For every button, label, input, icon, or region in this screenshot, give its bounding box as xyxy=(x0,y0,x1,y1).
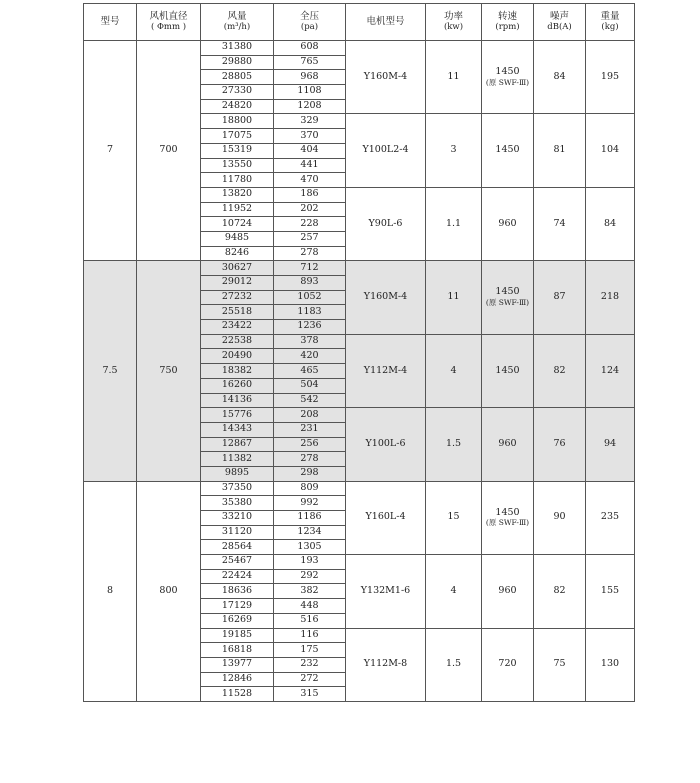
flow-cell: 17129 xyxy=(201,599,274,614)
pressure-cell: 893 xyxy=(274,276,346,291)
pressure-cell: 470 xyxy=(274,173,346,188)
weight-cell: 104 xyxy=(586,114,635,187)
speed-value: 960 xyxy=(498,584,517,596)
noise-cell: 75 xyxy=(534,628,586,701)
pressure-cell: 1108 xyxy=(274,85,346,100)
pressure-cell: 712 xyxy=(274,261,346,276)
power-cell: 11 xyxy=(426,41,482,114)
pressure-cell: 232 xyxy=(274,657,346,672)
pressure-cell: 809 xyxy=(274,481,346,496)
flow-cell: 22424 xyxy=(201,569,274,584)
type-cell: 8 xyxy=(84,481,137,701)
speed-cell xyxy=(482,481,534,554)
pressure-cell: 202 xyxy=(274,202,346,217)
flow-cell: 9485 xyxy=(201,231,274,246)
type-cell: 7 xyxy=(84,41,137,261)
flow-cell: 11952 xyxy=(201,202,274,217)
flow-cell: 28564 xyxy=(201,540,274,555)
pressure-cell: 968 xyxy=(274,70,346,85)
noise-cell: 84 xyxy=(534,41,586,114)
table-row xyxy=(84,261,635,276)
flow-cell: 17075 xyxy=(201,129,274,144)
table-header xyxy=(84,4,635,41)
table-row xyxy=(84,481,635,496)
pressure-cell: 228 xyxy=(274,217,346,232)
pressure-cell: 278 xyxy=(274,452,346,467)
flow-cell: 29012 xyxy=(201,276,274,291)
pressure-cell: 1052 xyxy=(274,290,346,305)
flow-cell: 23422 xyxy=(201,320,274,335)
flow-cell: 16818 xyxy=(201,643,274,658)
pressure-cell: 257 xyxy=(274,231,346,246)
header-speed: 转速 (rpm) xyxy=(482,4,534,41)
pressure-cell: 420 xyxy=(274,349,346,364)
flow-cell: 9895 xyxy=(201,466,274,481)
flow-cell: 13550 xyxy=(201,158,274,173)
diameter-cell: 750 xyxy=(137,261,201,481)
motor-model-cell: Y160L-4 xyxy=(346,481,426,554)
pressure-cell: 193 xyxy=(274,555,346,570)
power-cell: 15 xyxy=(426,481,482,554)
flow-cell: 16269 xyxy=(201,613,274,628)
flow-cell: 24820 xyxy=(201,99,274,114)
diameter-cell: 800 xyxy=(137,481,201,701)
flow-cell: 20490 xyxy=(201,349,274,364)
pressure-cell: 272 xyxy=(274,672,346,687)
flow-cell: 30627 xyxy=(201,261,274,276)
flow-cell: 22538 xyxy=(201,334,274,349)
pressure-cell: 315 xyxy=(274,687,346,702)
speed-value: 960 xyxy=(498,437,517,449)
speed-value: 1450 xyxy=(495,286,520,298)
type-cell: 7.5 xyxy=(84,261,137,481)
flow-cell: 13820 xyxy=(201,187,274,202)
header-weight: 重量 (kg) xyxy=(586,4,635,41)
flow-cell: 12846 xyxy=(201,672,274,687)
header-flow: 风量 (m³/h) xyxy=(201,4,274,41)
flow-cell: 15776 xyxy=(201,408,274,423)
motor-model-cell: Y90L-6 xyxy=(346,187,426,260)
flow-cell: 10724 xyxy=(201,217,274,232)
flow-cell: 33210 xyxy=(201,511,274,526)
header-motor: 电机型号 xyxy=(346,4,426,41)
table-row xyxy=(84,41,635,56)
flow-cell: 11780 xyxy=(201,173,274,188)
pressure-cell: 231 xyxy=(274,422,346,437)
speed-value: 960 xyxy=(498,217,517,229)
pressure-cell: 448 xyxy=(274,599,346,614)
speed-note: (原 SWF-Ⅲ) xyxy=(485,77,530,87)
power-cell: 1.1 xyxy=(426,187,482,260)
pressure-cell: 370 xyxy=(274,129,346,144)
speed-cell xyxy=(482,628,534,701)
pressure-cell: 175 xyxy=(274,643,346,658)
pressure-cell: 992 xyxy=(274,496,346,511)
speed-value: 1450 xyxy=(495,65,520,77)
header-pressure: 全压 (pa) xyxy=(274,4,346,41)
speed-value: 1450 xyxy=(495,144,520,156)
pressure-cell: 1183 xyxy=(274,305,346,320)
pressure-cell: 256 xyxy=(274,437,346,452)
noise-cell: 82 xyxy=(534,334,586,407)
header-power: 功率 (kw) xyxy=(426,4,482,41)
flow-cell: 28805 xyxy=(201,70,274,85)
motor-model-cell: Y112M-4 xyxy=(346,334,426,407)
pressure-cell: 1236 xyxy=(274,320,346,335)
weight-cell: 235 xyxy=(586,481,635,554)
noise-cell: 81 xyxy=(534,114,586,187)
power-cell: 4 xyxy=(426,555,482,628)
pressure-cell: 516 xyxy=(274,613,346,628)
flow-cell: 12867 xyxy=(201,437,274,452)
flow-cell: 29880 xyxy=(201,55,274,70)
flow-cell: 11528 xyxy=(201,687,274,702)
speed-cell xyxy=(482,187,534,260)
weight-cell: 195 xyxy=(586,41,635,114)
table-body xyxy=(84,41,635,702)
weight-cell: 94 xyxy=(586,408,635,481)
pressure-cell: 542 xyxy=(274,393,346,408)
flow-cell: 31120 xyxy=(201,525,274,540)
speed-value: 1450 xyxy=(495,364,520,376)
flow-cell: 18800 xyxy=(201,114,274,129)
power-cell: 4 xyxy=(426,334,482,407)
pressure-cell: 116 xyxy=(274,628,346,643)
noise-cell: 90 xyxy=(534,481,586,554)
pressure-cell: 465 xyxy=(274,364,346,379)
speed-cell xyxy=(482,261,534,334)
motor-model-cell: Y100L-6 xyxy=(346,408,426,481)
header-diameter: 风机直径 ( Φmm ) xyxy=(137,4,201,41)
flow-cell: 25467 xyxy=(201,555,274,570)
flow-cell: 14136 xyxy=(201,393,274,408)
weight-cell: 130 xyxy=(586,628,635,701)
speed-cell xyxy=(482,114,534,187)
pressure-cell: 765 xyxy=(274,55,346,70)
power-cell: 1.5 xyxy=(426,408,482,481)
power-cell: 3 xyxy=(426,114,482,187)
pressure-cell: 278 xyxy=(274,246,346,261)
noise-cell: 74 xyxy=(534,187,586,260)
flow-cell: 11382 xyxy=(201,452,274,467)
pressure-cell: 186 xyxy=(274,187,346,202)
flow-cell: 18636 xyxy=(201,584,274,599)
pressure-cell: 1234 xyxy=(274,525,346,540)
speed-cell xyxy=(482,555,534,628)
pressure-cell: 378 xyxy=(274,334,346,349)
speed-cell xyxy=(482,41,534,114)
power-cell: 1.5 xyxy=(426,628,482,701)
flow-cell: 14343 xyxy=(201,422,274,437)
flow-cell: 35380 xyxy=(201,496,274,511)
noise-cell: 87 xyxy=(534,261,586,334)
flow-cell: 16260 xyxy=(201,378,274,393)
flow-cell: 37350 xyxy=(201,481,274,496)
flow-cell: 18382 xyxy=(201,364,274,379)
flow-cell: 19185 xyxy=(201,628,274,643)
fan-spec-table xyxy=(83,3,635,702)
pressure-cell: 382 xyxy=(274,584,346,599)
flow-cell: 15319 xyxy=(201,143,274,158)
speed-value: 720 xyxy=(498,658,517,670)
motor-model-cell: Y112M-8 xyxy=(346,628,426,701)
pressure-cell: 208 xyxy=(274,408,346,423)
flow-cell: 13977 xyxy=(201,657,274,672)
motor-model-cell: Y100L2-4 xyxy=(346,114,426,187)
pressure-cell: 504 xyxy=(274,378,346,393)
pressure-cell: 608 xyxy=(274,41,346,56)
pressure-cell: 329 xyxy=(274,114,346,129)
header-noise: 噪声 dB(A) xyxy=(534,4,586,41)
power-cell: 11 xyxy=(426,261,482,334)
weight-cell: 218 xyxy=(586,261,635,334)
pressure-cell: 1305 xyxy=(274,540,346,555)
diameter-cell: 700 xyxy=(137,41,201,261)
pressure-cell: 298 xyxy=(274,466,346,481)
speed-cell xyxy=(482,334,534,407)
flow-cell: 8246 xyxy=(201,246,274,261)
flow-cell: 25518 xyxy=(201,305,274,320)
weight-cell: 84 xyxy=(586,187,635,260)
motor-model-cell: Y132M1-6 xyxy=(346,555,426,628)
weight-cell: 124 xyxy=(586,334,635,407)
header-row xyxy=(84,4,635,41)
flow-cell: 31380 xyxy=(201,41,274,56)
noise-cell: 82 xyxy=(534,555,586,628)
flow-cell: 27330 xyxy=(201,85,274,100)
pressure-cell: 1186 xyxy=(274,511,346,526)
noise-cell: 76 xyxy=(534,408,586,481)
header-type: 型号 xyxy=(84,4,137,41)
pressure-cell: 404 xyxy=(274,143,346,158)
speed-note: (原 SWF-Ⅲ) xyxy=(485,298,530,308)
pressure-cell: 292 xyxy=(274,569,346,584)
weight-cell: 155 xyxy=(586,555,635,628)
motor-model-cell: Y160M-4 xyxy=(346,41,426,114)
pressure-cell: 1208 xyxy=(274,99,346,114)
pressure-cell: 441 xyxy=(274,158,346,173)
motor-model-cell: Y160M-4 xyxy=(346,261,426,334)
speed-value: 1450 xyxy=(495,506,520,518)
speed-cell xyxy=(482,408,534,481)
speed-note: (原 SWF-Ⅲ) xyxy=(485,518,530,528)
flow-cell: 27232 xyxy=(201,290,274,305)
